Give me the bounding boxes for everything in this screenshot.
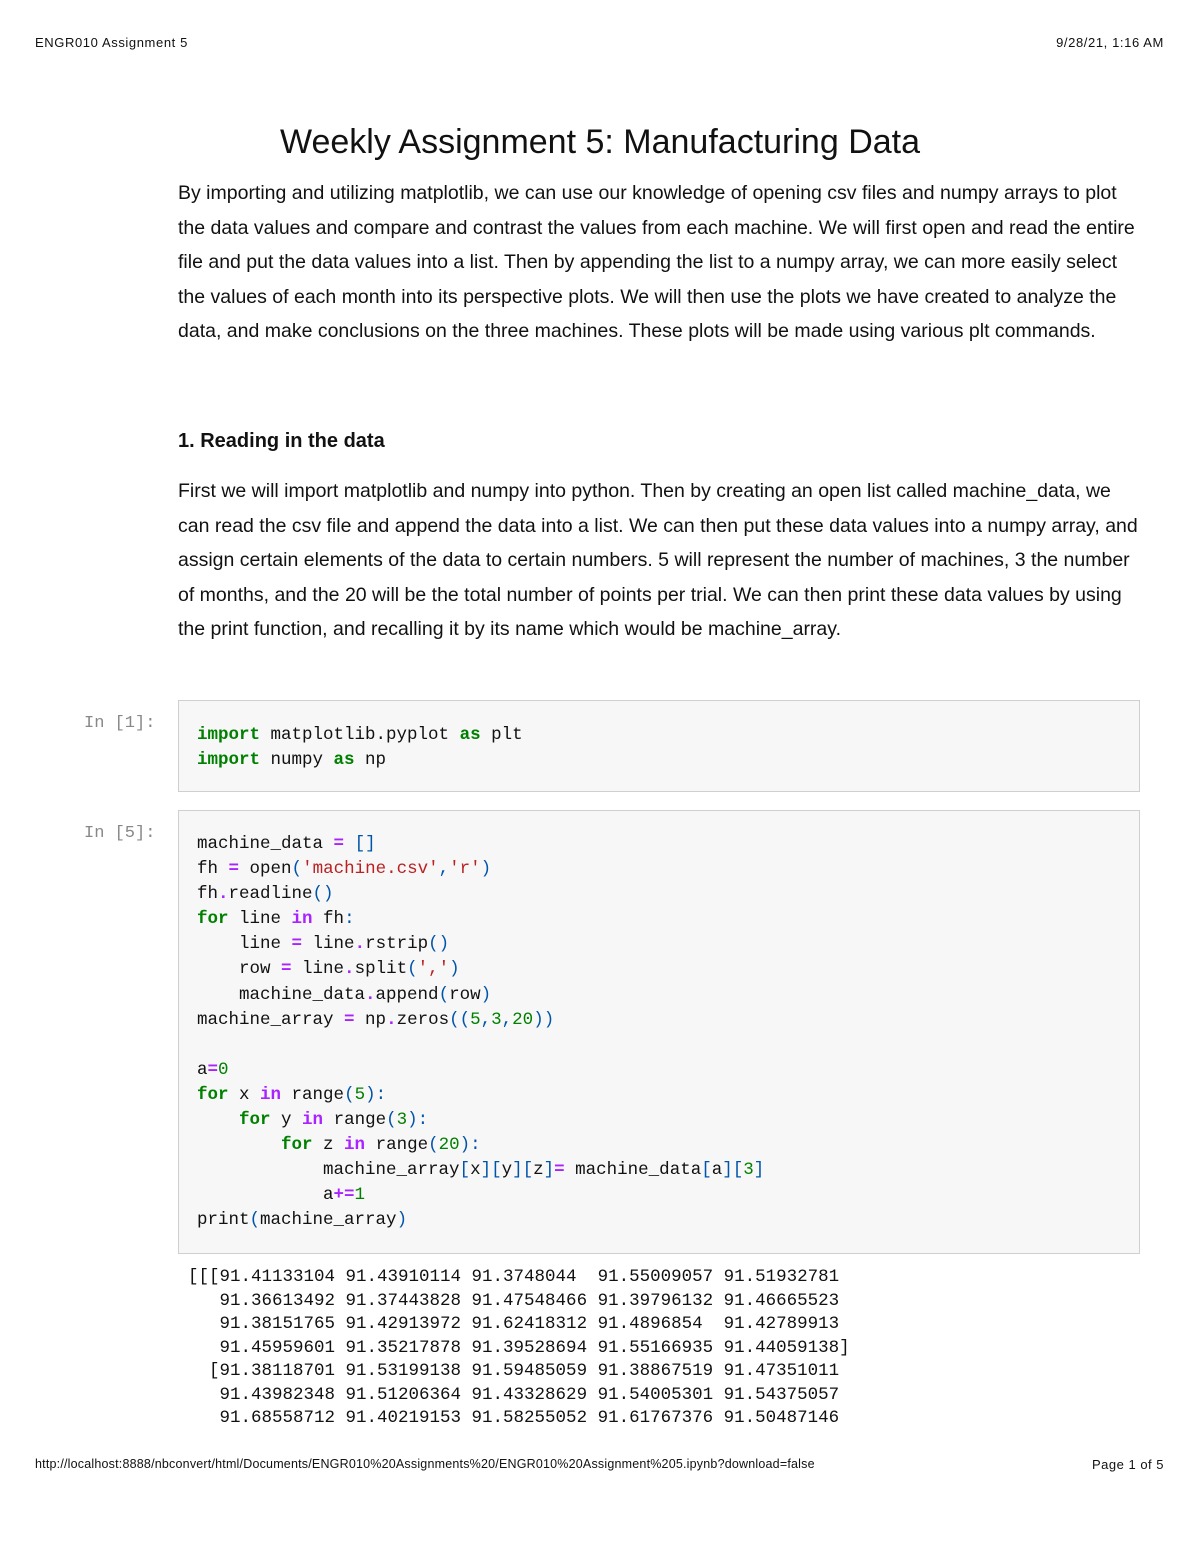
code-token: ] [543,1160,555,1181]
code-line [197,959,460,979]
code-token: plt [480,725,523,745]
code-token: = [333,834,345,854]
code-token: np [354,750,387,771]
code-token: , [501,1009,513,1030]
code-token: 1 [354,1185,366,1206]
code-token: . [386,1009,397,1030]
print-header-datetime: 9/28/21, 1:16 AM [1056,35,1164,50]
code-line [197,1135,481,1155]
code-token: ) [480,984,492,1005]
code-token: = [228,859,240,880]
code-token: 5 [354,1084,366,1105]
code-token: ][ [722,1160,744,1181]
code-token: import [197,750,261,771]
code-token: . [354,934,366,955]
code-token: a [711,1160,723,1181]
code-token: () [312,884,334,905]
code-token: import [197,725,261,745]
code-line [197,1085,386,1105]
code-token: ) [396,1210,408,1231]
intro-paragraph: By importing and utilizing matplotlib, we can use our knowledge of opening csv files and numpy arrays to plot the data values and compare and contrast the values from each machine. We will first open and read the entire file and put the data values into a list. Then by appending the list to a numpy array, we can more easily select the values of each month into its perspective plots. We will then use the plots we have created to analyze the data, and make conclusions on the three machines. These plots will be made using various plt commands. [178,182,1135,343]
code-token: 'machine.csv' [302,859,439,880]
code-token: a [197,1185,334,1206]
code-token: zeros [396,1009,450,1030]
code-token: row [449,984,481,1005]
code-token: ( [291,859,303,880]
code-token: ( [249,1210,261,1231]
section-paragraph-reading-data: First we will import matplotlib and numpy into python. Then by creating an open list called machine_data, we can read the csv file and append the data into a list. We can then put these data values into a numpy array, and assign certain elements of the data to certain numbers. 5 will represent the number of machines, 3 the number of months, and the 20 will be the total number of points per trial. We can then print these data values by using the print function, and recalling it by its name which would be machine_array. [178,480,1138,641]
code-cell-1[interactable] [178,700,1140,792]
code-token: for [281,1135,313,1156]
code-token: machine_array [197,1009,345,1030]
code-token: numpy [260,750,334,771]
output-line: 91.38151765 91.42913972 91.62418312 91.4896854 91.42789913 [188,1314,840,1334]
code-token: np [354,1009,387,1030]
code-line [197,1185,365,1205]
code-token: as [459,725,481,745]
code-token: append [375,984,439,1005]
code-cell-source [179,723,1139,773]
code-line [197,909,355,929]
code-token: ) [449,959,460,980]
code-token: y [501,1160,513,1181]
code-token: open [239,859,292,880]
code-token: z [312,1135,345,1156]
code-token: , [438,859,450,880]
code-token: z [533,1160,544,1181]
code-token: machine_array [197,1160,460,1181]
code-token: for [197,1084,229,1105]
code-token: rstrip [365,934,429,955]
code-token: ( [428,1135,439,1156]
code-line [197,934,449,954]
code-line [197,750,386,770]
code-token: x [470,1160,481,1181]
code-token [197,1110,239,1130]
code-line [197,1060,229,1080]
code-token: print [197,1210,250,1231]
code-token: 20 [438,1135,460,1156]
code-cell-source [179,832,1139,1234]
code-token: = [291,934,303,955]
code-token: in [302,1110,324,1131]
code-cell-5[interactable] [178,810,1140,1254]
code-line [197,1110,428,1130]
code-token: = [281,959,292,980]
code-token: 5 [470,1009,481,1030]
code-token: split [354,959,408,980]
code-token: () [428,934,450,955]
code-token: line [302,934,355,955]
code-token: line [197,934,292,955]
cell-prompt-5: In [5]: [84,824,156,843]
code-token [344,834,355,854]
code-token: fh [312,909,345,930]
section-heading-reading-data: 1. Reading in the data [178,430,385,452]
code-token: . [344,959,355,980]
code-token: fh [197,859,229,880]
code-token: ): [459,1135,481,1156]
code-token: 3 [491,1009,502,1030]
code-token: [ [701,1160,712,1181]
code-token: ) [480,859,492,880]
code-token: fh [197,884,219,905]
code-token: : [344,909,355,930]
print-footer-page-number: Page 1 of 5 [1092,1457,1164,1472]
print-header-title: ENGR010 Assignment 5 [35,35,188,50]
code-token: for [197,909,229,930]
code-token: = [207,1059,219,1080]
code-token: x [228,1084,261,1105]
code-token: as [333,750,355,771]
code-token: line [291,959,345,980]
code-token: = [554,1160,565,1181]
output-line: [91.38118701 91.53199138 91.59485059 91.38867519 91.47351011 [188,1361,840,1381]
code-token: range [323,1110,387,1131]
code-token: 3 [396,1110,408,1131]
code-token: ): [365,1084,387,1105]
code-token: range [281,1084,345,1105]
code-line [197,725,523,745]
code-token: . [218,884,229,905]
code-token: (( [449,1009,471,1030]
output-line: 91.68558712 91.40219153 91.58255052 91.61767376 91.50487146 [188,1408,840,1428]
code-token: in [260,1084,282,1105]
code-token: 20 [512,1009,534,1030]
code-token: 'r' [449,859,481,880]
code-token: machine_data [197,984,366,1005]
code-line [197,985,491,1005]
code-line [197,1010,554,1030]
code-token: += [333,1185,355,1206]
code-token: in [291,909,313,930]
output-line: 91.45959601 91.35217878 91.39528694 91.55166935 91.44059138] [188,1337,850,1358]
code-token: ( [438,984,450,1005]
code-token: ][ [480,1160,502,1181]
code-token: ): [407,1110,429,1131]
cell-prompt-1: In [1]: [84,714,156,733]
code-token: a [197,1059,208,1080]
code-line [197,1160,764,1180]
code-token: ',' [417,959,450,980]
code-token: [] [354,834,376,854]
code-token: y [270,1110,303,1131]
code-token: ] [753,1160,765,1181]
code-token: ( [344,1084,355,1105]
output-line: [[[91.41133104 91.43910114 91.3748044 91.55009057 91.51932781 [188,1267,840,1287]
output-line: 91.36613492 91.37443828 91.47548466 91.39796132 91.46665523 [188,1290,840,1311]
code-line [197,884,334,904]
code-token: [ [459,1160,471,1181]
code-token: = [344,1009,355,1030]
code-token: readline [228,884,313,905]
code-token: machine_array [260,1210,397,1231]
output-line: 91.43982348 91.51206364 91.43328629 91.54005301 91.54375057 [188,1384,840,1405]
code-token: machine_data [197,834,334,854]
code-token: machine_data [564,1160,702,1181]
code-token: )) [533,1009,555,1030]
code-token: matplotlib.pyplot [260,725,460,745]
page-title: Weekly Assignment 5: Manufacturing Data [279,123,921,161]
code-line [197,1210,407,1230]
code-token: ( [407,959,418,980]
code-token: 3 [743,1160,754,1181]
code-token: range [365,1135,429,1156]
code-line [197,834,376,854]
code-token: . [365,984,376,1005]
code-token: for [239,1110,271,1131]
code-token [197,1135,281,1155]
code-token: 0 [218,1059,229,1080]
code-token: row [197,959,282,980]
code-token: , [480,1009,492,1030]
code-token: in [344,1135,366,1156]
code-token: line [228,909,292,930]
cell-output [188,1266,850,1431]
print-footer-url: http://localhost:8888/nbconvert/html/Documents/ENGR010%20Assignments%20/ENGR010%20Assignment%205.ipynb?download=false [35,1457,815,1471]
code-token: ][ [512,1160,534,1181]
code-line [197,859,491,879]
code-token: ( [386,1110,397,1131]
